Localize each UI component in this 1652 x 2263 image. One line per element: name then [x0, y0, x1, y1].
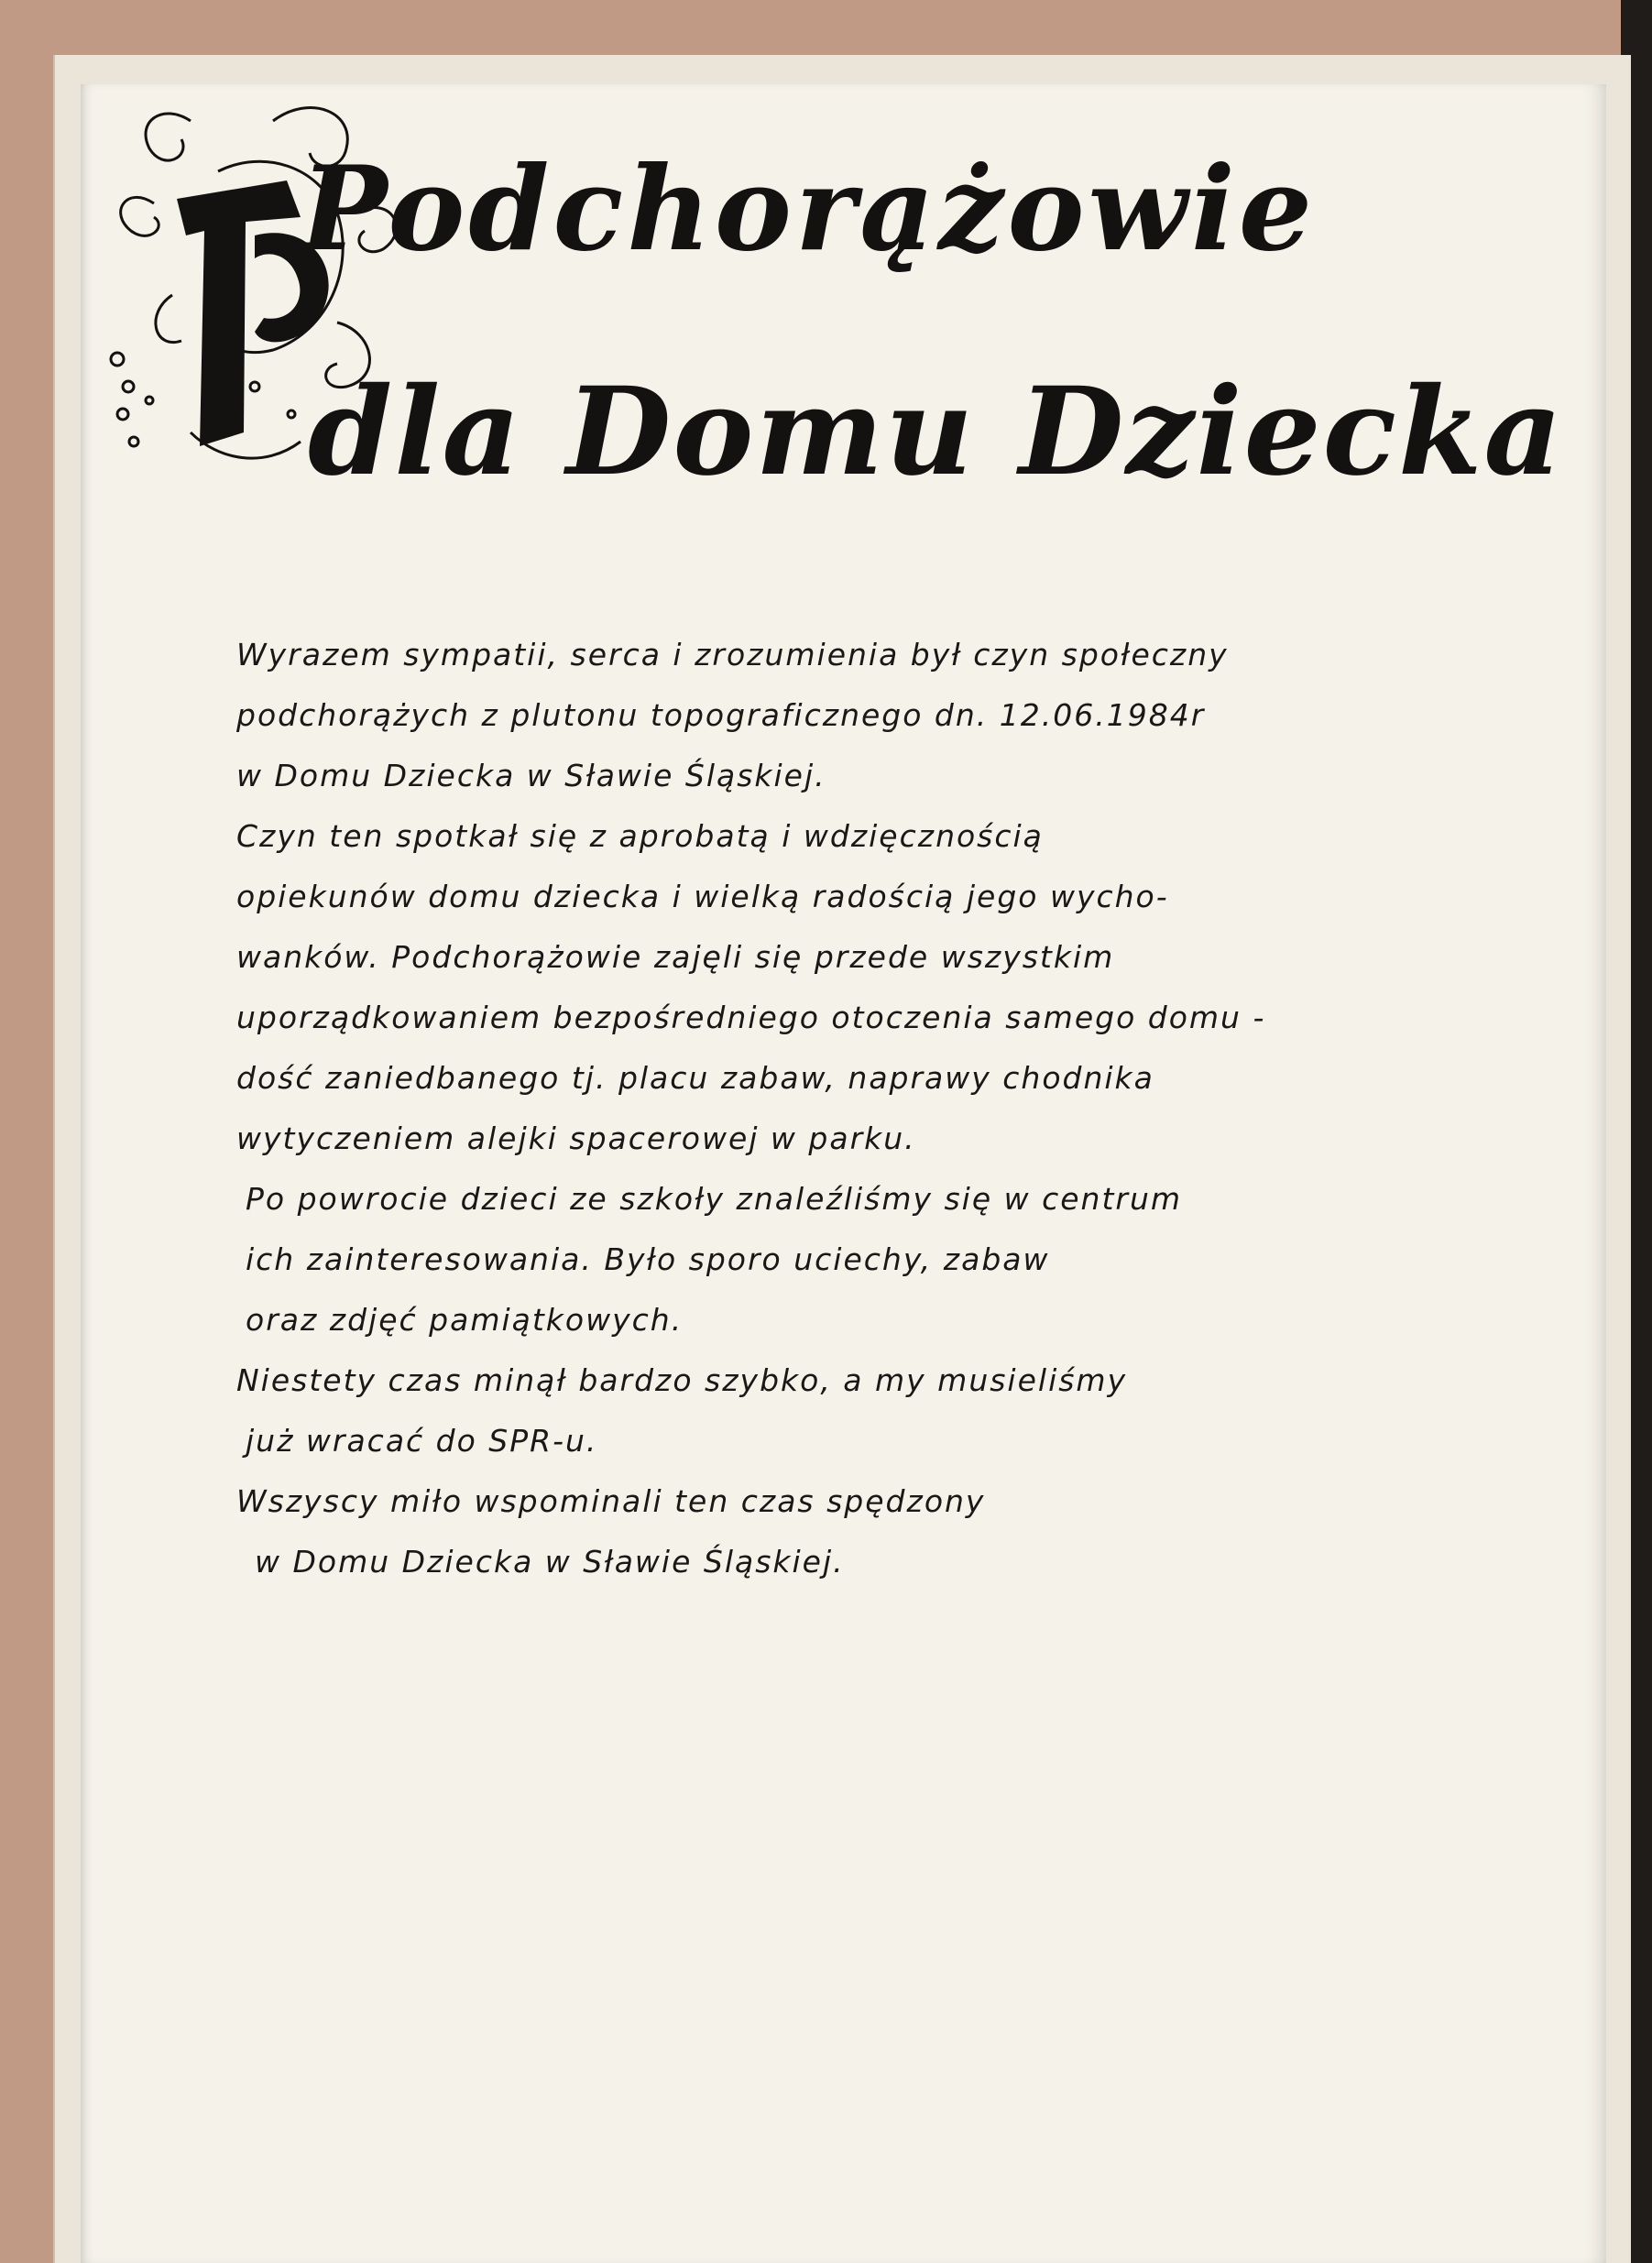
text-line: w Domu Dziecka w Sławie Śląskiej. — [255, 1544, 845, 1580]
text-line: w Domu Dziecka w Sławie Śląskiej. — [236, 758, 826, 793]
text-line: wytyczeniem alejki spacerowej w parku. — [236, 1121, 916, 1156]
text-line: Po powrocie dzieci ze szkoły znaleźliśmy się w centrum — [246, 1181, 1183, 1217]
text-line: już wracać do SPR-u. — [246, 1423, 598, 1459]
text-line: uporządkowaniem bezpośredniego otoczenia samego domu - — [236, 1000, 1266, 1035]
text-line: podchorążych z plutonu topograficznego dn. 12.06.1984r — [236, 697, 1206, 733]
text-line: Czyn ten spotkał się z aprobatą i wdzięcznością — [236, 818, 1044, 854]
text-line: Niestety czas minął bardzo szybko, a my musieliśmy — [236, 1362, 1128, 1398]
decorated-title — [81, 84, 1606, 542]
album-page — [81, 84, 1606, 2263]
text-line: ich zainteresowania. Było sporo uciechy, zabaw — [246, 1241, 1050, 1277]
text-line: Wyrazem sympatii, serca i zrozumienia był czyn społeczny — [236, 637, 1229, 672]
title-line-1: Podchorążowie — [301, 141, 1316, 277]
text-line: opiekunów domu dziecka i wielką radością jego wycho- — [236, 879, 1169, 914]
text-line: wanków. Podchorążowie zajęli się przede wszystkim — [236, 939, 1115, 975]
title-line-2: dla Domu Dziecka — [308, 361, 1564, 503]
text-line: dość zaniedbanego tj. placu zabaw, naprawy chodnika — [236, 1060, 1154, 1096]
text-line: oraz zdjęć pamiątkowych. — [246, 1302, 684, 1338]
text-line: Wszyscy miło wspominali ten czas spędzony — [236, 1483, 986, 1519]
handwritten-text — [236, 625, 1565, 1592]
